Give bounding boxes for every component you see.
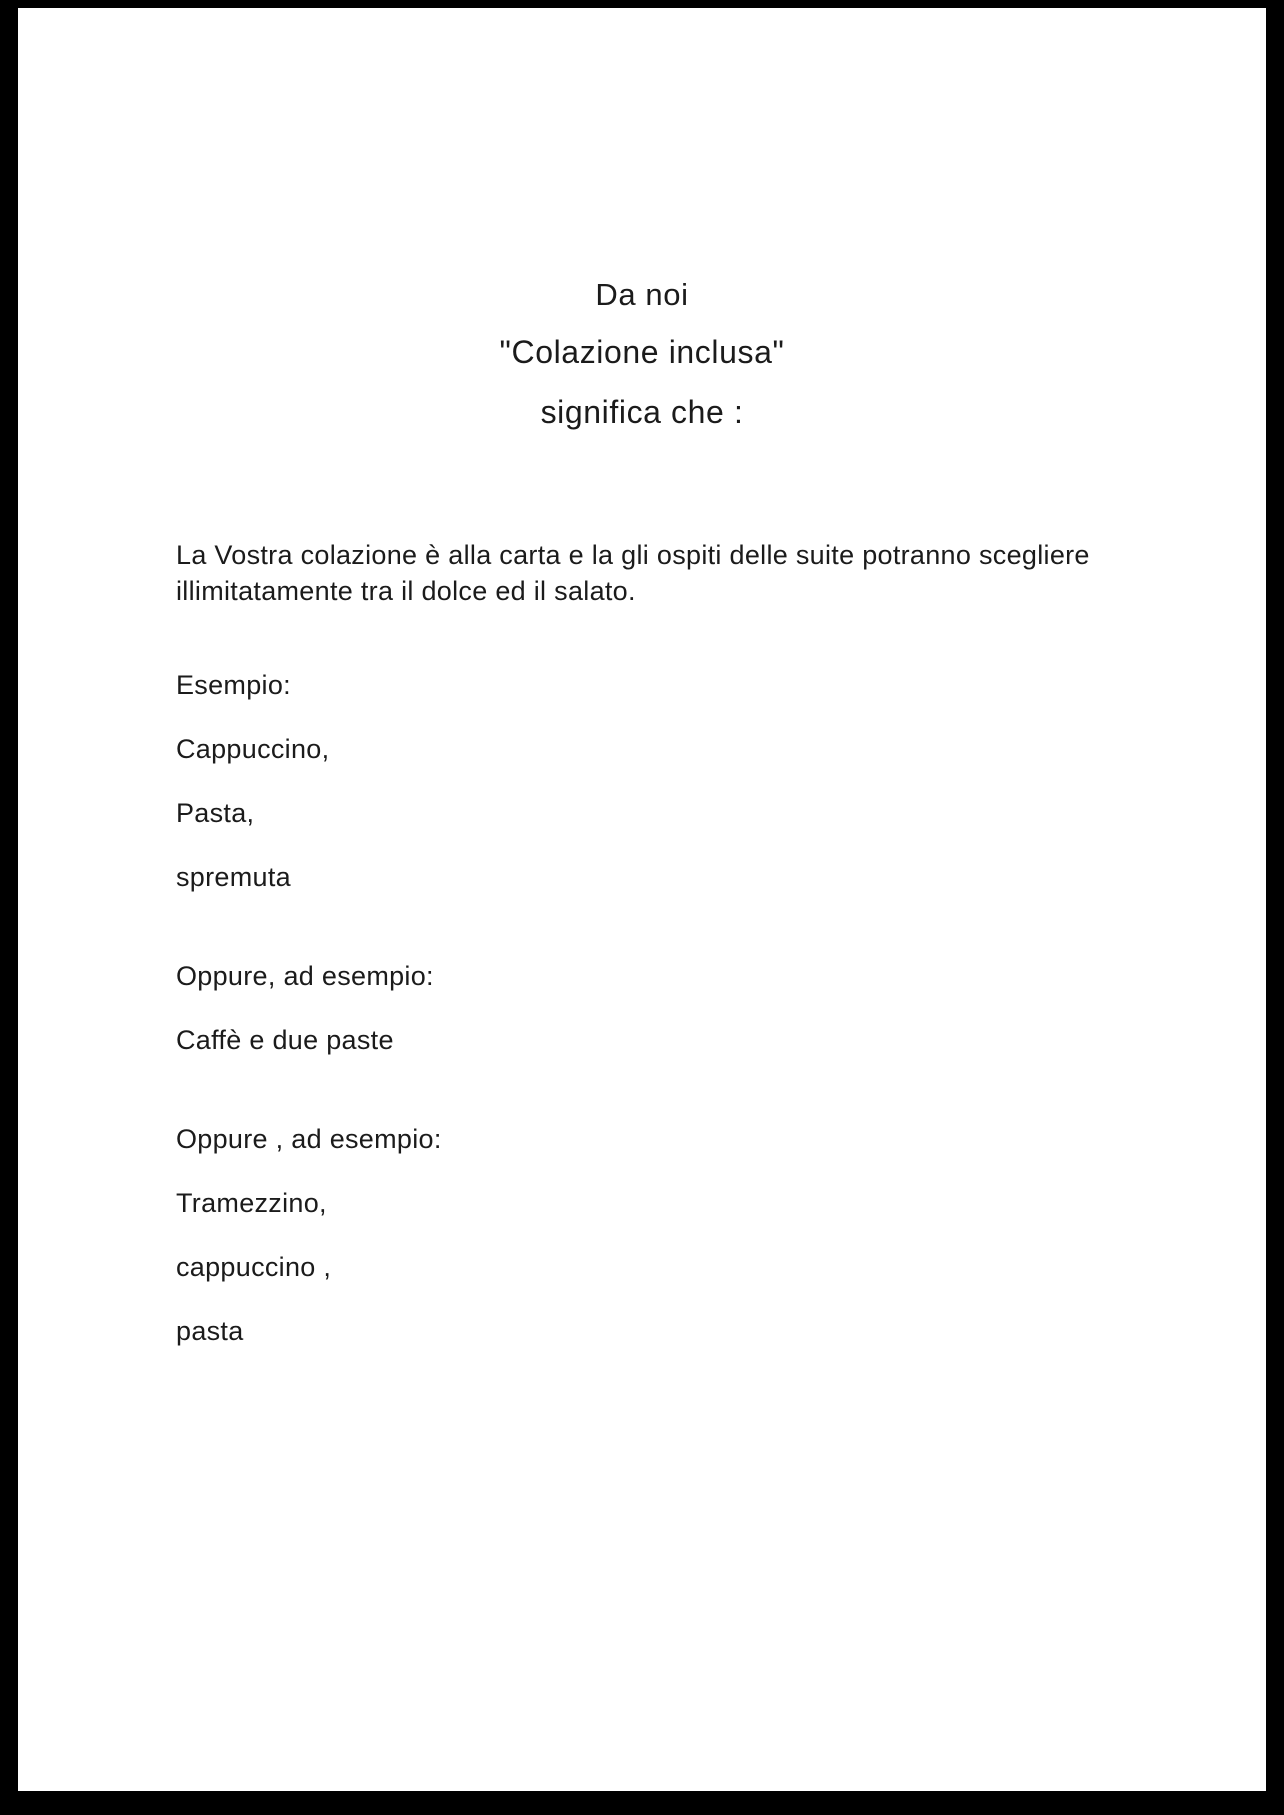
example-group-2-label: Oppure, ad esempio: bbox=[176, 960, 434, 991]
example-group-3-label: Oppure , ad esempio: bbox=[176, 1123, 442, 1154]
example-group-2 bbox=[176, 960, 1116, 1055]
example-group-1 bbox=[176, 669, 1116, 892]
heading-line-1: Da noi bbox=[595, 277, 689, 312]
example-group-1-item-2: Pasta, bbox=[176, 797, 255, 828]
example-group-3-item-2: cappuccino , bbox=[176, 1251, 332, 1282]
example-group-3 bbox=[176, 1123, 1116, 1346]
example-group-1-item-1: Cappuccino, bbox=[176, 733, 330, 764]
heading-line-3: significa che : bbox=[540, 393, 744, 430]
example-group-1-item-3: spremuta bbox=[176, 861, 291, 892]
document-heading bbox=[18, 266, 1266, 442]
heading-line-2: "Colazione inclusa" bbox=[499, 334, 785, 371]
example-group-3-item-1: Tramezzino, bbox=[176, 1187, 327, 1218]
document-content bbox=[176, 538, 1116, 1345]
example-group-2-item-1: Caffè e due paste bbox=[176, 1024, 394, 1055]
example-group-1-label: Esempio: bbox=[176, 669, 291, 700]
example-group-3-item-3: pasta bbox=[176, 1315, 244, 1346]
document-body bbox=[18, 8, 1266, 1791]
intro-paragraph: La Vostra colazione è alla carta e la gli ospiti delle suite potranno scegliere illimitatamente tra il dolce ed il salato. bbox=[176, 540, 1090, 606]
document-page bbox=[18, 8, 1266, 1791]
